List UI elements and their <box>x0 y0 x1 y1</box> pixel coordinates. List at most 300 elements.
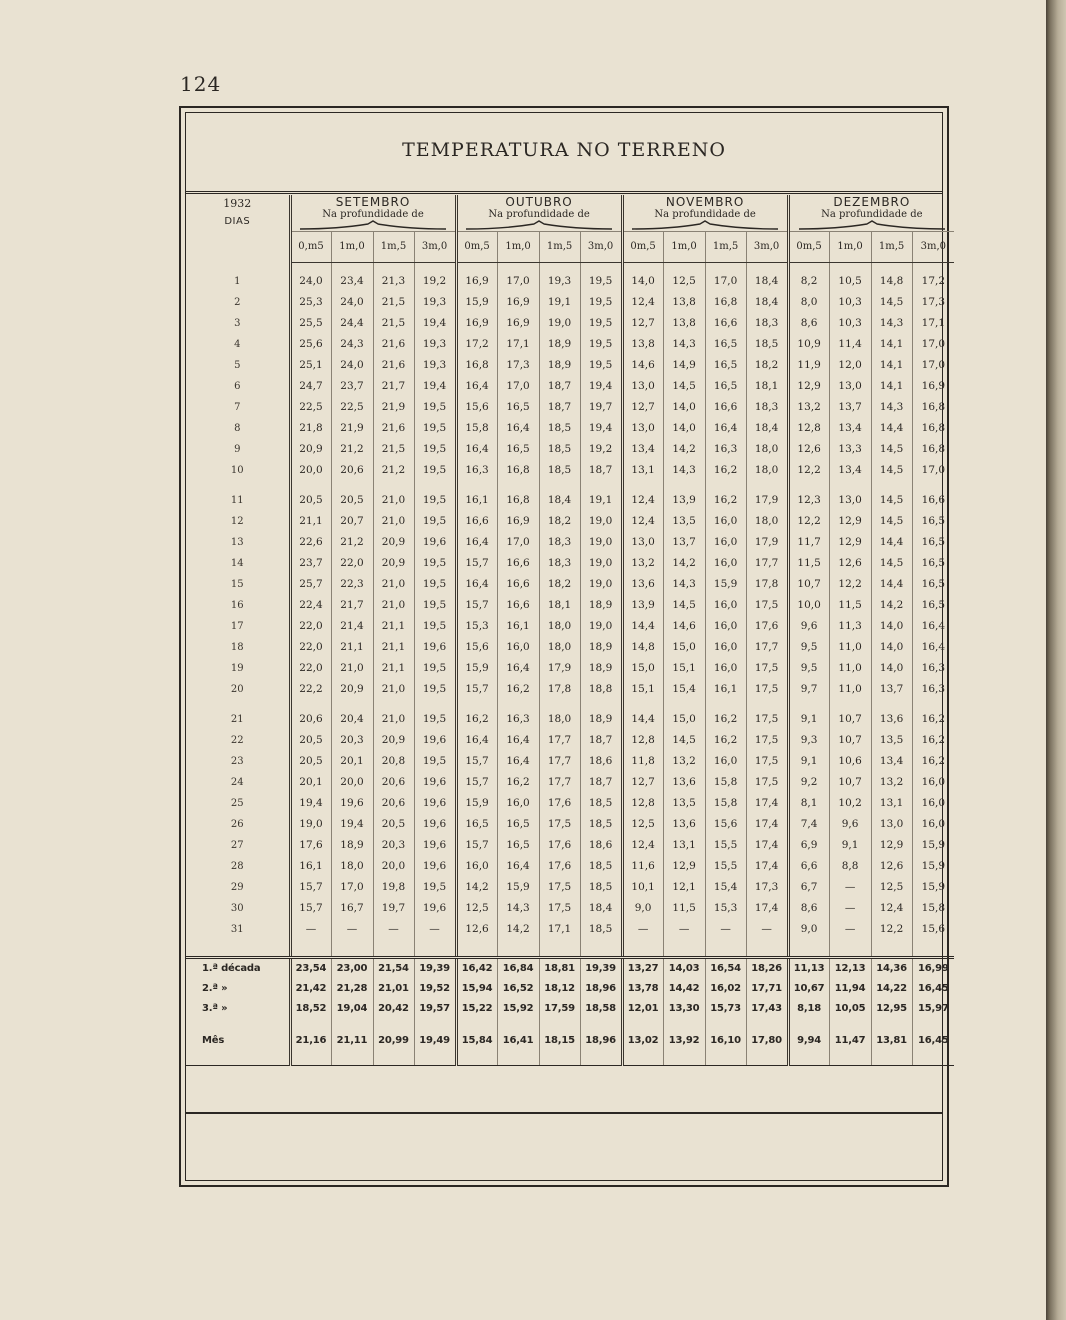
spacer-cell <box>871 700 912 709</box>
temperature-cell: 11,5 <box>788 553 829 574</box>
temperature-cell: 9,1 <box>788 709 829 730</box>
temperature-cell: 16,4 <box>497 658 539 679</box>
temperature-cell: 20,5 <box>290 490 331 511</box>
mean-cell: 10,67 <box>788 979 829 999</box>
temperature-cell: 14,0 <box>871 637 912 658</box>
table-end-row <box>186 1051 954 1066</box>
spacer-cell <box>497 940 539 958</box>
day-number: 12 <box>230 515 244 527</box>
temperature-cell: 15,7 <box>456 679 497 700</box>
temperature-cell: 19,1 <box>539 292 580 313</box>
temperature-cell: 11,4 <box>829 334 871 355</box>
mean-cell: 19,39 <box>414 957 456 979</box>
month-gap-row <box>186 1019 954 1031</box>
temperature-cell: 18,0 <box>746 439 788 460</box>
spacer-cell <box>580 481 622 490</box>
temperature-cell: 17,5 <box>746 751 788 772</box>
day-number: 24 <box>230 776 244 788</box>
temperature-cell: 16,5 <box>705 355 746 376</box>
mean-cell: 12,01 <box>622 999 663 1019</box>
temperature-cell: 19,4 <box>580 376 622 397</box>
temperature-cell: 19,5 <box>414 616 456 637</box>
temperature-cell: 9,6 <box>788 616 829 637</box>
temperature-cell: 17,8 <box>539 679 580 700</box>
temperature-cell: 19,4 <box>331 814 373 835</box>
depth-header: 1m,5 <box>373 231 414 262</box>
temperature-cell: 17,6 <box>539 793 580 814</box>
spacer-cell <box>331 700 373 709</box>
temperature-cell: 10,7 <box>788 574 829 595</box>
temperature-cell: 9,0 <box>622 898 663 919</box>
temperature-cell: 17,5 <box>539 814 580 835</box>
temperature-cell: 14,5 <box>663 730 705 751</box>
spacer-cell <box>788 1019 829 1031</box>
temperature-cell: 22,0 <box>331 553 373 574</box>
temperature-cell: 14,0 <box>622 271 663 292</box>
depth-header: 1m,5 <box>539 231 580 262</box>
day-number: 19 <box>230 662 244 674</box>
spacer-cell <box>912 262 954 271</box>
temperature-cell: 13,4 <box>622 439 663 460</box>
temperature-cell: 17,4 <box>746 898 788 919</box>
temperature-cell: 19,0 <box>539 313 580 334</box>
temperature-cell: 18,9 <box>539 334 580 355</box>
spacer-cell <box>622 940 663 958</box>
temperature-cell: 16,3 <box>912 658 954 679</box>
depth-header: 3m,0 <box>414 231 456 262</box>
temperature-cell: 21,5 <box>373 439 414 460</box>
spacer-cell <box>456 262 497 271</box>
table-row <box>186 772 954 793</box>
temperature-cell: 19,5 <box>580 313 622 334</box>
table-row <box>186 730 954 751</box>
spacer-cell <box>705 1051 746 1066</box>
temperature-cell: 19,5 <box>414 460 456 481</box>
temperature-cell: 25,7 <box>290 574 331 595</box>
temperature-cell: 16,5 <box>497 814 539 835</box>
temperature-cell: 17,6 <box>290 835 331 856</box>
summary-label: Mês <box>202 1035 225 1046</box>
temperature-cell: 14,4 <box>622 709 663 730</box>
temperature-cell: 14,0 <box>871 616 912 637</box>
temperature-cell: 16,0 <box>705 532 746 553</box>
table-body <box>186 262 954 1065</box>
temperature-cell: 9,5 <box>788 637 829 658</box>
spacer-cell <box>414 1019 456 1031</box>
table-row <box>186 439 954 460</box>
temperature-cell: 13,0 <box>622 418 663 439</box>
temperature-cell: 12,5 <box>622 814 663 835</box>
temperature-cell: 15,4 <box>663 679 705 700</box>
temperature-cell: 16,0 <box>497 793 539 814</box>
temperature-cell: 8,0 <box>788 292 829 313</box>
temperature-cell: 16,8 <box>456 355 497 376</box>
temperature-cell: 13,9 <box>622 595 663 616</box>
temperature-cell: — <box>829 898 871 919</box>
temperature-cell: 21,1 <box>331 637 373 658</box>
temperature-cell: 20,1 <box>331 751 373 772</box>
temperature-cell: 18,3 <box>746 397 788 418</box>
temperature-cell: 17,5 <box>746 730 788 751</box>
temperature-cell: 16,1 <box>290 856 331 877</box>
spacer-cell <box>290 1051 331 1066</box>
temperature-cell: 19,5 <box>414 709 456 730</box>
mean-cell: 18,52 <box>290 999 331 1019</box>
depth-header: 3m,0 <box>912 231 954 262</box>
day-number: 4 <box>234 338 241 350</box>
temperature-cell: 18,5 <box>580 919 622 940</box>
mean-cell: 19,57 <box>414 999 456 1019</box>
temperature-cell: 18,9 <box>539 355 580 376</box>
temperature-cell: 16,1 <box>705 679 746 700</box>
temperature-cell: 17,5 <box>746 595 788 616</box>
table-row <box>186 616 954 637</box>
mean-cell: 14,22 <box>871 979 912 999</box>
temperature-cell: 17,1 <box>912 313 954 334</box>
day-number: 3 <box>234 317 241 329</box>
mean-cell: 14,42 <box>663 979 705 999</box>
spacer-cell <box>871 940 912 958</box>
spacer-cell <box>456 481 497 490</box>
temperature-cell: 13,0 <box>622 376 663 397</box>
temperature-cell: 19,5 <box>414 553 456 574</box>
mean-cell: 18,96 <box>580 1031 622 1051</box>
temperature-cell: 16,4 <box>497 751 539 772</box>
temperature-cell: 18,5 <box>539 460 580 481</box>
temperature-cell: 17,0 <box>705 271 746 292</box>
temperature-cell: 23,4 <box>331 271 373 292</box>
table-row <box>186 877 954 898</box>
temperature-cell: 16,4 <box>497 856 539 877</box>
spacer-cell <box>497 262 539 271</box>
temperature-cell: 16,0 <box>912 772 954 793</box>
temperature-cell: 13,2 <box>622 553 663 574</box>
temperature-cell: 16,6 <box>456 511 497 532</box>
temperature-cell: 15,9 <box>456 292 497 313</box>
spacer-cell <box>373 1051 414 1066</box>
table-row <box>186 835 954 856</box>
day-number: 13 <box>230 536 244 548</box>
temperature-cell: 18,5 <box>580 814 622 835</box>
temperature-cell: 16,4 <box>456 730 497 751</box>
spacer-cell <box>456 700 497 709</box>
temperature-cell: 15,6 <box>705 814 746 835</box>
temperature-cell: 19,4 <box>414 313 456 334</box>
temperature-cell: 20,1 <box>290 772 331 793</box>
temperature-cell: 19,6 <box>414 637 456 658</box>
temperature-cell: 17,2 <box>912 271 954 292</box>
temperature-cell: 17,1 <box>497 334 539 355</box>
temperature-cell: 19,5 <box>414 877 456 898</box>
temperature-cell: 14,5 <box>871 511 912 532</box>
temperature-cell: 18,1 <box>746 376 788 397</box>
temperature-cell: 18,4 <box>746 418 788 439</box>
temperature-cell: 19,4 <box>290 793 331 814</box>
spacer-cell <box>705 481 746 490</box>
temperature-cell: 18,3 <box>746 313 788 334</box>
table-frame <box>179 106 949 1187</box>
temperature-cell: 10,9 <box>788 334 829 355</box>
temperature-cell: 22,0 <box>290 658 331 679</box>
temperature-cell: 15,1 <box>622 679 663 700</box>
temperature-cell: 13,8 <box>663 313 705 334</box>
mean-cell: 14,03 <box>663 957 705 979</box>
temperature-cell: 17,4 <box>746 793 788 814</box>
temperature-cell: 19,3 <box>414 355 456 376</box>
mean-cell: 23,00 <box>331 957 373 979</box>
temperature-cell: 16,5 <box>912 553 954 574</box>
temperature-cell: 16,8 <box>912 439 954 460</box>
month-subheader <box>456 209 622 231</box>
spacer-cell <box>622 700 663 709</box>
table-row <box>186 814 954 835</box>
temperature-cell: 19,2 <box>580 439 622 460</box>
spacer-cell <box>331 1051 373 1066</box>
temperature-cell: 20,3 <box>373 835 414 856</box>
temperature-cell: 16,0 <box>912 814 954 835</box>
temperature-cell: 11,7 <box>788 532 829 553</box>
temperature-cell: 15,8 <box>705 772 746 793</box>
temperature-cell: 16,4 <box>456 439 497 460</box>
temperature-cell: 16,5 <box>497 835 539 856</box>
spacer-cell <box>705 940 746 958</box>
table-row <box>186 574 954 595</box>
temperature-cell: 18,2 <box>746 355 788 376</box>
temperature-cell: 14,5 <box>663 376 705 397</box>
mean-cell: 18,26 <box>746 957 788 979</box>
temperature-cell: 9,2 <box>788 772 829 793</box>
temperature-cell: 12,9 <box>788 376 829 397</box>
temperature-cell: 21,7 <box>331 595 373 616</box>
temperature-cell: 13,6 <box>663 772 705 793</box>
temperature-cell: — <box>746 919 788 940</box>
temperature-cell: 15,3 <box>456 616 497 637</box>
mean-cell: 19,49 <box>414 1031 456 1051</box>
temperature-cell: 18,7 <box>539 397 580 418</box>
spacer-cell <box>788 262 829 271</box>
table-row <box>186 271 954 292</box>
spacer-cell <box>497 700 539 709</box>
temperature-cell: 17,7 <box>746 637 788 658</box>
spacer-cell <box>414 700 456 709</box>
spacer-cell <box>456 940 497 958</box>
temperature-cell: 16,0 <box>497 637 539 658</box>
temperature-cell: 12,9 <box>829 532 871 553</box>
spacer-cell <box>186 1051 290 1066</box>
mean-cell: 15,92 <box>497 999 539 1019</box>
table-row <box>186 553 954 574</box>
temperature-cell: 13,6 <box>871 709 912 730</box>
temperature-cell: 21,6 <box>373 334 414 355</box>
temperature-cell: 21,2 <box>331 532 373 553</box>
brace-icon <box>464 220 614 230</box>
spacer-cell <box>788 940 829 958</box>
temperature-cell: 17,9 <box>746 490 788 511</box>
mean-cell: 21,11 <box>331 1031 373 1051</box>
temperature-cell: 22,0 <box>290 637 331 658</box>
temperature-cell: 18,9 <box>580 658 622 679</box>
temperature-cell: 14,2 <box>663 439 705 460</box>
temperature-cell: 20,3 <box>331 730 373 751</box>
temperature-cell: 21,2 <box>373 460 414 481</box>
temperature-cell: 19,0 <box>580 553 622 574</box>
spacer-cell <box>456 1051 497 1066</box>
temperature-cell: 21,9 <box>373 397 414 418</box>
spacer-cell <box>539 1019 580 1031</box>
temperature-cell: 17,1 <box>539 919 580 940</box>
days-label: DIAS <box>224 216 251 227</box>
temperature-cell: 15,0 <box>622 658 663 679</box>
temperature-cell: 10,5 <box>829 271 871 292</box>
temperature-cell: 18,0 <box>539 637 580 658</box>
mean-cell: 16,02 <box>705 979 746 999</box>
temperature-cell: 15,8 <box>705 793 746 814</box>
temperature-cell: 14,4 <box>871 532 912 553</box>
depth-header: 1m,0 <box>331 231 373 262</box>
temperature-cell: 14,3 <box>663 334 705 355</box>
temperature-cell: 19,7 <box>580 397 622 418</box>
temperature-cell: 14,6 <box>663 616 705 637</box>
temperature-cell: 15,9 <box>456 793 497 814</box>
temperature-cell: 13,2 <box>663 751 705 772</box>
spacer-cell <box>829 481 871 490</box>
spacer-cell <box>663 1019 705 1031</box>
spacer-cell <box>829 940 871 958</box>
temperature-cell: 17,0 <box>497 532 539 553</box>
table-row <box>186 397 954 418</box>
temperature-cell: 13,6 <box>663 814 705 835</box>
spacer-cell <box>186 700 290 709</box>
temperature-cell: 18,5 <box>580 877 622 898</box>
temperature-cell: — <box>705 919 746 940</box>
spacer-cell <box>705 262 746 271</box>
temperature-cell: 19,5 <box>414 418 456 439</box>
temperature-cell: 19,6 <box>414 793 456 814</box>
spacer-cell <box>539 262 580 271</box>
temperature-cell: 15,9 <box>912 877 954 898</box>
temperature-cell: 16,3 <box>497 709 539 730</box>
temperature-cell: 9,0 <box>788 919 829 940</box>
mean-cell: 21,54 <box>373 957 414 979</box>
temperature-cell: 19,6 <box>414 856 456 877</box>
table-row <box>186 679 954 700</box>
temperature-cell: 9,5 <box>788 658 829 679</box>
temperature-cell: 13,2 <box>788 397 829 418</box>
spacer-cell <box>871 1019 912 1031</box>
table-row <box>186 460 954 481</box>
temperature-cell: 22,6 <box>290 532 331 553</box>
spacer-cell <box>290 700 331 709</box>
temperature-cell: 12,3 <box>788 490 829 511</box>
temperature-cell: 23,7 <box>331 376 373 397</box>
temperature-cell: 19,5 <box>414 751 456 772</box>
temperature-cell: 13,5 <box>663 793 705 814</box>
mean-cell: 16,52 <box>497 979 539 999</box>
month-header: NOVEMBRO <box>622 195 788 209</box>
temperature-cell: 21,8 <box>290 418 331 439</box>
temperature-cell: 24,3 <box>331 334 373 355</box>
mean-cell: 17,59 <box>539 999 580 1019</box>
spacer-row <box>186 262 954 271</box>
mean-cell: 16,45 <box>912 979 954 999</box>
spacer-cell <box>414 1051 456 1066</box>
temperature-cell: 19,8 <box>373 877 414 898</box>
mean-cell: 16,84 <box>497 957 539 979</box>
temperature-cell: 16,2 <box>705 730 746 751</box>
temperature-cell: 23,7 <box>290 553 331 574</box>
temperature-cell: 12,6 <box>456 919 497 940</box>
temperature-cell: 16,8 <box>497 490 539 511</box>
day-number: 5 <box>234 359 241 371</box>
temperature-cell: 14,3 <box>871 313 912 334</box>
temperature-cell: 18,0 <box>539 709 580 730</box>
temperature-cell: 14,1 <box>871 376 912 397</box>
spacer-cell <box>373 940 414 958</box>
spacer-cell <box>829 1051 871 1066</box>
spacer-cell <box>829 1019 871 1031</box>
spacer-cell <box>746 1051 788 1066</box>
temperature-cell: 25,3 <box>290 292 331 313</box>
mean-cell: 18,58 <box>580 999 622 1019</box>
mean-cell: 11,13 <box>788 957 829 979</box>
temperature-cell: 18,5 <box>580 856 622 877</box>
temperature-cell: 14,6 <box>622 355 663 376</box>
temperature-cell: 18,4 <box>746 292 788 313</box>
temperature-cell: 16,3 <box>456 460 497 481</box>
mean-cell: 16,99 <box>912 957 954 979</box>
mean-cell: 19,39 <box>580 957 622 979</box>
depth-header: 0m,5 <box>622 231 663 262</box>
temperature-cell: 19,5 <box>414 397 456 418</box>
temperature-cell: 21,1 <box>373 658 414 679</box>
temperature-cell: 14,0 <box>663 397 705 418</box>
spacer-cell <box>497 1051 539 1066</box>
temperature-cell: 20,5 <box>373 814 414 835</box>
table-title: TEMPERATURA NO TERRENO <box>402 139 726 161</box>
temperature-cell: 6,6 <box>788 856 829 877</box>
mean-cell: 20,42 <box>373 999 414 1019</box>
mean-cell: 18,12 <box>539 979 580 999</box>
month-subheader <box>622 209 788 231</box>
temperature-cell: 17,5 <box>746 709 788 730</box>
temperature-cell: 16,4 <box>456 574 497 595</box>
temperature-cell: 16,4 <box>497 730 539 751</box>
spacer-cell <box>580 700 622 709</box>
day-number: 20 <box>230 683 244 695</box>
temperature-cell: 16,1 <box>456 490 497 511</box>
month-subheader <box>290 209 456 231</box>
temperature-cell: 15,4 <box>705 877 746 898</box>
temperature-cell: 16,5 <box>912 532 954 553</box>
spacer-cell <box>497 1019 539 1031</box>
spacer-cell <box>663 700 705 709</box>
spacer-cell <box>788 481 829 490</box>
temperature-cell: 13,4 <box>829 460 871 481</box>
temperature-cell: 15,5 <box>705 856 746 877</box>
temperature-cell: 15,7 <box>456 835 497 856</box>
spacer-cell <box>705 1019 746 1031</box>
temperature-cell: 19,6 <box>414 532 456 553</box>
temperature-cell: 12,9 <box>663 856 705 877</box>
temperature-cell: 19,2 <box>414 271 456 292</box>
temperature-cell: 19,0 <box>580 532 622 553</box>
temperature-cell: 12,1 <box>663 877 705 898</box>
day-number: 7 <box>234 401 241 413</box>
temperature-cell: 19,5 <box>414 511 456 532</box>
spacer-cell <box>746 940 788 958</box>
spacer-cell <box>871 481 912 490</box>
temperature-cell: 16,4 <box>497 418 539 439</box>
